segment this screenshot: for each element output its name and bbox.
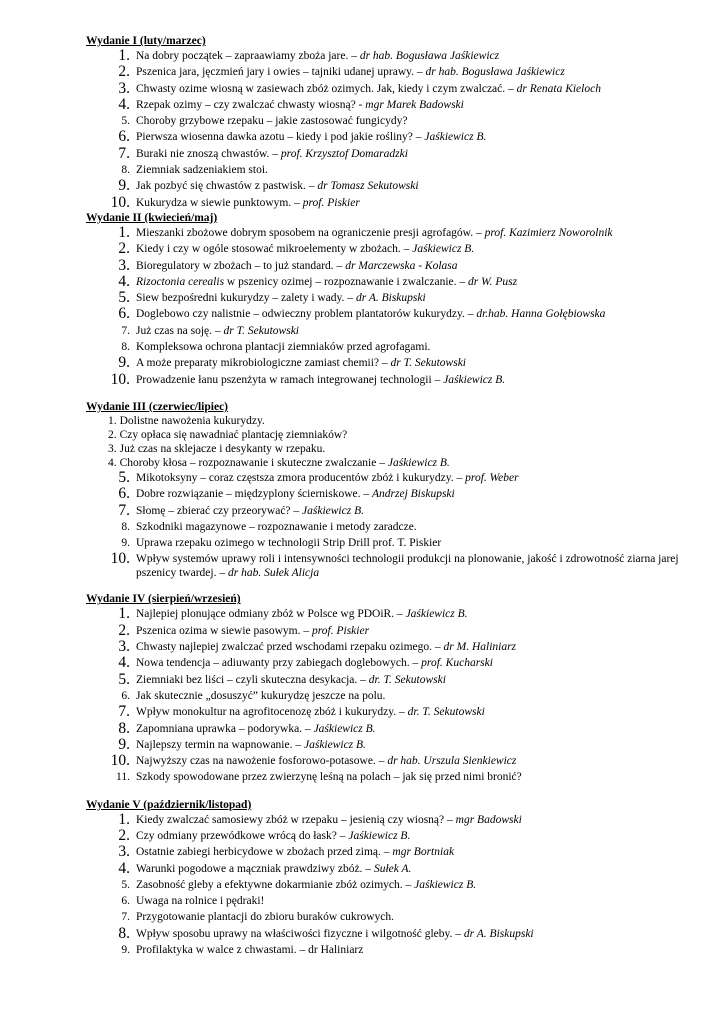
item-text (136, 48, 706, 63)
item-title: Już czas na sklejacze i desykanty w rzepaku. (119, 442, 326, 455)
item-number: 3. (108, 442, 117, 455)
item-title: Jak pozbyć się chwastów z pastwisk. – (136, 180, 318, 193)
item-author: Jaśkiewicz B. (414, 878, 477, 891)
item-title: Ostatnie zabiegi herbicydowe w zbożach przed zimą. – (136, 846, 393, 859)
item-author: Andrzej Biskupski (372, 488, 455, 501)
item-number: 10. (110, 550, 130, 568)
list-item (86, 877, 706, 893)
item-number: 7. (118, 501, 130, 519)
list-item (86, 113, 706, 129)
list-item (86, 844, 706, 860)
item-title: Kiedy i czy w ogóle stosować mikroelementy w zbożach. – (136, 243, 413, 256)
list-item (86, 753, 706, 769)
section-heading: Wydanie V (październik/listopad) (86, 798, 252, 811)
item-text (120, 414, 706, 428)
item-text (136, 812, 706, 827)
section-2 (86, 211, 706, 388)
item-author: dr. T. Sekutowski (407, 706, 485, 719)
list-item (86, 688, 706, 704)
item-author: dr W. Pusz (468, 275, 518, 288)
item-number: 7. (118, 144, 130, 162)
item-title: Mikotoksyny – coraz częstsza zmora producentów zbóż i kukurydzy. – (136, 471, 466, 484)
item-title: Najlepszy termin na wapnowanie. – (136, 738, 304, 751)
list-item (86, 225, 706, 241)
item-title: Chwasty najlepiej zwalczać przed wschodami rzepaku ozimego. – (136, 641, 444, 654)
item-title: Pszenica jara, jęczmień jary i owies – tajniki udanej uprawy. – (136, 66, 426, 79)
list-item (86, 81, 706, 97)
list-item (86, 48, 706, 64)
list-item (86, 606, 706, 622)
item-title: Dobre rozwiązanie – międzyplony ścierniskowe. – (136, 488, 372, 501)
list-item (86, 672, 706, 688)
item-text (136, 355, 706, 370)
item-title: A może preparaty mikrobiologiczne zamiast chemii? – (136, 357, 391, 370)
list-item (86, 428, 706, 442)
item-text (136, 623, 706, 638)
item-text (136, 672, 706, 687)
item-author: mgr Badowski (455, 813, 522, 826)
list-item (86, 503, 706, 519)
item-number: 8. (121, 520, 130, 533)
list-item (86, 290, 706, 306)
item-text (136, 535, 706, 550)
item-text (136, 503, 706, 518)
item-author: dr Tomasz Sekutowski (317, 180, 419, 193)
item-title: Profilaktyka w walce z chwastami. – dr Haliniarz (136, 944, 364, 957)
item-text (136, 844, 706, 859)
item-title: Choroby kłosa – rozpoznawanie i skuteczne zwalczanie – (119, 456, 388, 469)
item-title: Kiedy zwalczać samosiewy zbóż w rzepaku – jesienią czy wiosną? – (136, 813, 456, 826)
item-number: 5. (118, 468, 130, 486)
list-item (86, 926, 706, 942)
list-item (86, 769, 706, 785)
item-number: 2. (118, 240, 130, 258)
item-text (136, 81, 706, 96)
list-item (86, 812, 706, 828)
item-author: Jaśkiewicz B. (313, 722, 376, 735)
item-number: 10. (110, 752, 130, 770)
item-text (136, 146, 706, 161)
item-author: dr Renata Kieloch (516, 82, 601, 95)
item-author: mgr Bortniak (392, 846, 455, 859)
item-text (136, 606, 706, 621)
item-text (136, 655, 706, 670)
item-number: 10. (110, 193, 130, 211)
list-item (86, 470, 706, 486)
item-title: Ziemniak sadzeniakiem stoi. (136, 164, 268, 177)
item-text (136, 290, 706, 305)
list-item (86, 323, 706, 339)
item-text (136, 893, 706, 908)
item-number: 8. (121, 164, 130, 177)
item-number: 2. (118, 63, 130, 81)
item-author: dr hab. Bogusława Jaśkiewicz (425, 66, 565, 79)
item-text (136, 551, 706, 580)
item-text (136, 195, 706, 210)
item-title: Buraki nie znoszą chwastów. – (136, 147, 281, 160)
list-item (86, 535, 706, 551)
item-text (136, 64, 706, 79)
item-number: 6. (121, 895, 130, 908)
item-text (136, 721, 706, 736)
item-number: 8. (118, 924, 130, 942)
item-author: dr hab. Bogusława Jaśkiewicz (359, 50, 500, 62)
list-item (86, 339, 706, 355)
item-title: Na dobry początek – zapraawiamy zboża jare. – (136, 50, 360, 62)
list-item (86, 414, 706, 428)
item-author: dr M. Haliniarz (443, 641, 517, 654)
section-1 (86, 34, 706, 211)
list-item (86, 372, 706, 388)
list-item (86, 486, 706, 502)
item-author: Jaśkiewicz B. (348, 829, 411, 842)
item-number: 7. (118, 703, 130, 721)
list-item (86, 551, 706, 580)
item-text (136, 688, 706, 703)
item-title: Kompleksowa ochrona plantacji ziemniaków przed agrofagami. (136, 341, 431, 354)
item-author: prof. Kucharski (421, 657, 493, 670)
item-number: 3. (118, 843, 130, 861)
item-author: prof. Weber (465, 471, 519, 484)
item-number: 2. (118, 621, 130, 639)
item-number: 11. (116, 771, 130, 784)
section-5 (86, 798, 706, 959)
section-heading: Wydanie II (kwiecień/maj) (86, 211, 218, 224)
item-number: 8. (118, 719, 130, 737)
item-author: dr hab. Urszula Sienkiewicz (387, 755, 517, 768)
item-text (136, 639, 706, 654)
item-number: 2. (108, 428, 117, 441)
list-item (86, 828, 706, 844)
item-author: prof. Piskier (311, 624, 370, 637)
list-item (86, 893, 706, 909)
item-title: Już czas na soję. – (136, 324, 224, 337)
item-number: 9. (118, 354, 130, 372)
item-text (136, 486, 706, 501)
list-item (86, 519, 706, 535)
item-author: prof. Kazimierz Noworolnik (484, 226, 613, 239)
item-author: prof. Piskier (302, 196, 360, 209)
item-author: mgr Marek Badowski (365, 98, 464, 111)
list-item (86, 639, 706, 655)
item-number: 5. (121, 115, 130, 128)
list-item (86, 737, 706, 753)
list-item (86, 129, 706, 145)
item-author: Jaśkiewicz B. (424, 131, 487, 144)
list-item (86, 909, 706, 925)
item-number: 9. (118, 177, 130, 195)
item-lead: Rizoctonia cerealis (136, 275, 225, 288)
item-title: Szkody spowodowane przez zwierzynę leśną na polach – jak się przed nimi bronić? (136, 771, 522, 784)
item-text (136, 519, 706, 534)
list-item (86, 162, 706, 178)
section-3 (86, 400, 706, 580)
item-title: Pierwsza wiosenna dawka azotu – kiedy i pod jakie rośliny? – (136, 131, 425, 144)
item-text (136, 113, 706, 128)
item-text (136, 306, 706, 321)
item-number: 1. (118, 223, 130, 241)
item-text (136, 225, 706, 240)
list-item (86, 274, 706, 290)
item-number: 7. (121, 324, 130, 337)
item-title: Pszenica ozima w siewie pasowym. – (136, 624, 312, 637)
item-title: Zasobność gleby a efektywne dokarmianie zbóż ozimych. – (136, 878, 415, 891)
item-number: 4. (118, 95, 130, 113)
item-text (136, 769, 706, 784)
item-author: dr. T. Sekutowski (368, 673, 446, 686)
item-title: Szkodniki magazynowe – rozpoznawanie i metody zaradcze. (136, 520, 417, 533)
list-item (86, 655, 706, 671)
item-text (136, 241, 706, 256)
item-number: 1. (118, 47, 130, 64)
item-text (136, 909, 706, 924)
item-text (136, 258, 706, 273)
item-text (136, 129, 706, 144)
section-heading: Wydanie I (luty/marzec) (86, 35, 206, 47)
list-item (86, 442, 706, 456)
item-title: Czy opłaca się nawadniać plantację ziemniaków? (119, 428, 348, 441)
item-title: Warunki pogodowe a mączniak prawdziwy zbóż. – (136, 862, 374, 875)
item-number: 4. (118, 859, 130, 877)
item-number: 7. (121, 911, 130, 924)
item-number: 3. (118, 256, 130, 274)
item-text (136, 323, 706, 338)
item-number: 6. (121, 689, 130, 702)
item-title: Słomę – zbierać czy przeorywać? – (136, 504, 303, 517)
list-item (86, 64, 706, 80)
list-item (86, 258, 706, 274)
item-text (120, 428, 706, 442)
item-author: dr Marczewska - Kolasa (345, 259, 458, 272)
list-item (86, 306, 706, 322)
item-author: Sułek A. (373, 862, 412, 875)
list-item (86, 195, 706, 211)
item-title: Bioregulatory w zbożach – to już standard. – (136, 259, 346, 272)
item-title: Uprawa rzepaku ozimego w technologii Strip Drill prof. T. Piskier (136, 537, 442, 550)
item-number: 9. (118, 735, 130, 753)
item-title: w pszenicy ozimej – rozpoznawanie i zwalczanie. – (224, 275, 468, 288)
item-number: 6. (118, 305, 130, 323)
item-title: Uwaga na rolnice i pędraki! (136, 895, 265, 908)
item-title: Przygotowanie plantacji do zbioru buraków cukrowych. (136, 911, 395, 924)
item-author: dr A. Biskupski (463, 927, 534, 940)
item-text (120, 442, 706, 456)
list-item (86, 704, 706, 720)
item-text (136, 926, 706, 941)
item-title: Wpływ sposobu uprawy na właściwości fizyczne i wilgotność gleby. – (136, 927, 464, 940)
document (86, 34, 706, 958)
item-author: dr hab. Sułek Alicja (227, 567, 320, 580)
item-text (136, 97, 706, 112)
item-title: Czy odmiany przewódkowe wrócą do łask? – (136, 829, 349, 842)
item-text (136, 372, 706, 387)
item-title: Chwasty ozime wiosną w zasiewach zbóż ozimych. Jak, kiedy i czym zwalczać. – (136, 82, 517, 95)
item-author: dr.hab. Hanna Gołębiowska (476, 308, 606, 321)
item-title: Wpływ systemów uprawy roli i intensywności technologii produkcji na plonowanie, jakość i zdrowotność ziarna jarej pszenicy twardej. – (136, 553, 679, 580)
item-number: 9. (121, 944, 130, 957)
item-number: 9. (121, 537, 130, 550)
item-author: Jaśkiewicz B. (303, 738, 366, 751)
item-number: 5. (118, 289, 130, 307)
item-number: 10. (110, 370, 130, 388)
item-text (136, 753, 706, 768)
item-number: 3. (118, 79, 130, 97)
item-text (136, 178, 706, 193)
list-item (86, 146, 706, 162)
item-title: Kukurydza w siewie punktowym. – (136, 196, 303, 209)
item-author: dr T. Sekutowski (223, 324, 299, 337)
item-number: 6. (118, 485, 130, 503)
item-text (136, 162, 706, 177)
item-text (120, 456, 706, 470)
item-text (136, 704, 706, 719)
item-author: Jaśkiewicz B. (443, 373, 506, 386)
section-4 (86, 592, 706, 785)
item-author: Jaśkiewicz B. (302, 504, 364, 517)
item-number: 1. (108, 414, 117, 427)
item-number: 2. (118, 826, 130, 844)
item-author: Jaśkiewicz B. (412, 243, 475, 256)
item-title: Mieszanki zbożowe dobrym sposobem na ograniczenie presji agrofagów. – (136, 226, 485, 239)
item-author: dr A. Biskupski (355, 292, 426, 305)
item-number: 6. (118, 128, 130, 146)
item-number: 1. (118, 605, 130, 623)
item-text (136, 737, 706, 752)
item-title: Rzepak ozimy – czy zwalczać chwasty wiosną? - (136, 98, 366, 111)
list-item (86, 861, 706, 877)
item-text (136, 274, 706, 289)
list-item (86, 178, 706, 194)
item-number: 3. (118, 638, 130, 656)
item-number: 4. (108, 456, 117, 469)
item-title: Najlepiej plonujące odmiany zbóż w Polsce wg PDOiR. – (136, 608, 406, 621)
item-author: Jaśkiewicz B. (387, 456, 450, 469)
section-heading: Wydanie IV (sierpień/wrzesień) (86, 593, 241, 606)
item-title: Jak skutecznie „dosuszyć” kukurydzę jeszcze na polu. (136, 689, 386, 702)
item-title: Siew bezpośredni kukurydzy – zalety i wady. – (136, 292, 356, 305)
item-number: 4. (118, 654, 130, 672)
list-item (86, 355, 706, 371)
item-title: Zapomniana uprawka – podorywka. – (136, 722, 314, 735)
item-text (136, 861, 706, 876)
list-item (86, 97, 706, 113)
item-text (136, 470, 706, 485)
section-heading: Wydanie III (czerwiec/lipiec) (86, 400, 229, 413)
list-item (86, 456, 706, 470)
item-title: Choroby grzybowe rzepaku – jakie zastosować fungicydy? (136, 115, 408, 128)
item-number: 8. (121, 341, 130, 354)
list-item (86, 942, 706, 958)
item-title: Wpływ monokultur na agrofitocenozę zbóż i kukurydzy. – (136, 706, 408, 719)
item-text (136, 877, 706, 892)
item-text (136, 942, 706, 957)
item-number: 1. (118, 810, 130, 828)
item-title: Nowa tendencja – adiuwanty przy zabiegach doglebowych. – (136, 657, 422, 670)
item-text (136, 828, 706, 843)
item-title: Ziemniaki bez liści – czyli skuteczna desykacja. – (136, 673, 369, 686)
item-author: dr T. Sekutowski (390, 357, 467, 370)
item-number: 5. (118, 670, 130, 688)
list-item (86, 623, 706, 639)
item-title: Doglebowo czy nalistnie – odwieczny problem plantatorów kukurydzy. – (136, 308, 477, 321)
item-text (136, 339, 706, 354)
item-title: Najwyższy czas na nawożenie fosforowo-potasowe. – (136, 755, 388, 768)
item-author: prof. Krzysztof Domaradzki (280, 147, 408, 160)
item-author: Jaśkiewicz B. (405, 608, 468, 621)
item-number: 5. (121, 878, 130, 891)
list-item (86, 241, 706, 257)
item-number: 4. (118, 272, 130, 290)
list-item (86, 721, 706, 737)
item-title: Prowadzenie łanu pszenżyta w ramach integrowanej technologii – (136, 373, 444, 386)
item-title: Dolistne nawożenia kukurydzy. (119, 414, 265, 427)
